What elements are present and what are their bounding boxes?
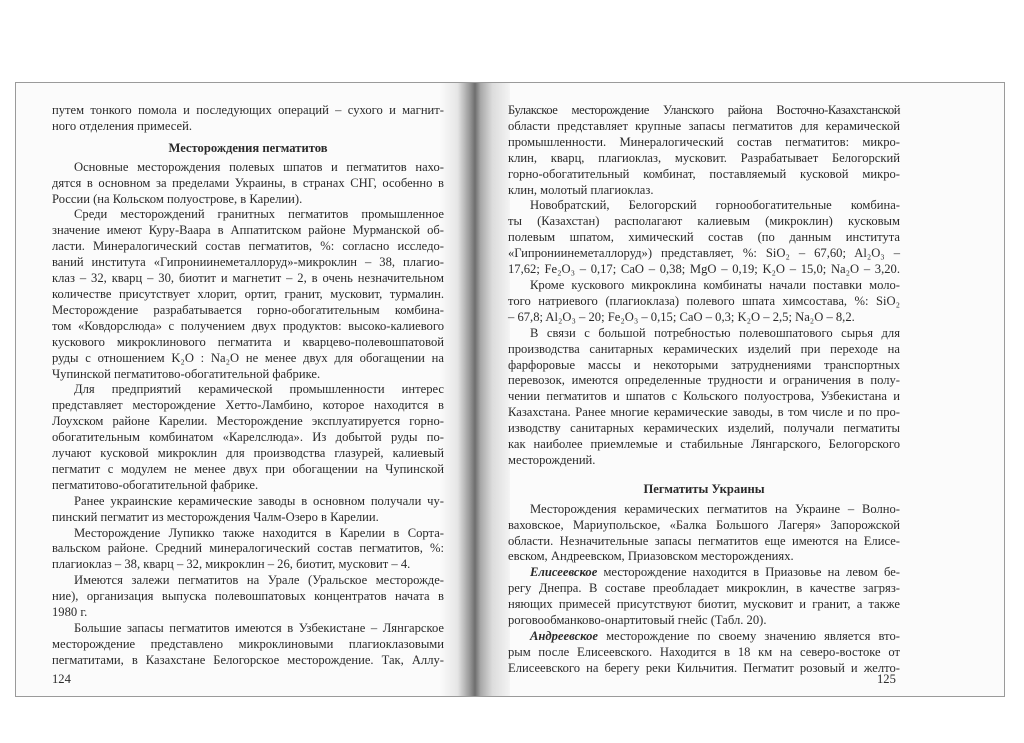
text-line: том «Ковдорслюда» с получением двух продуктов: высоко-калиевого	[52, 318, 444, 333]
text-line: вальском районе. Средний минералогический состав пегматитов, %:	[52, 541, 444, 556]
text-line: полевым шпатом, химический состав (по данным института	[508, 230, 900, 245]
text-line: кускового микроклинового пегматита и кварцево-полевошпатовой	[52, 334, 444, 349]
text-line: 17,62; Fe₂O₃ – 0,17; CaO – 0,38; MgO – 0,19; K₂O – 15,0; Na₂O – 3,20.	[508, 262, 900, 277]
paragraph	[52, 160, 444, 208]
page-number-right: 125	[877, 672, 896, 686]
text-line: няющих примесей присутствуют биотит, мусковит и гранит, а также	[508, 597, 900, 612]
paragraph	[508, 565, 900, 629]
text-line: пегматитами, в Казахстане Белогорское месторождение. Так, Аллу-	[52, 652, 444, 667]
text-line: евском, Андреевском, Приазовском месторождениях.	[508, 549, 794, 564]
text-line: месторождение представлено микроклиновыми плагиоклазовыми	[52, 636, 444, 651]
text-line: «Гипрониинеметаллоруд») представляет, %: SiO₂ – 67,60; Al₂O₃ –	[508, 246, 900, 261]
paragraph	[508, 278, 900, 326]
text-line: дятся в основном за пределами Украины, в странах СНГ, особенно в	[52, 175, 444, 190]
paragraph	[52, 207, 444, 382]
text-line: России (на Кольском полуострове, в Карелии).	[52, 191, 303, 206]
paragraph	[52, 573, 444, 621]
text-line: путем тонкого помола и последующих операций – сухого и магнит-	[52, 103, 444, 117]
section-heading: Месторождения пегматитов	[168, 140, 328, 155]
text-line: Новобратский, Белогорский горнообогатительные комбина-	[530, 198, 900, 213]
deposit-name: Елисеевское	[530, 565, 598, 580]
text-line: фарфоровые массы и некоторыми затруднениями транспортных	[508, 357, 900, 372]
paragraph	[52, 382, 444, 493]
text-line: Месторождение разрабатывается горно-обогатительным комбина-	[52, 302, 444, 317]
text-line: как наиболее приемлемые и стабильные Лянгарского, Белогорского	[508, 437, 900, 452]
paragraph	[52, 621, 444, 669]
text-line	[508, 629, 900, 645]
text-line: – 67,8; Al₂O₃ – 20; Fe₂O₃ – 0,15; CaO – 0,3; K₂O – 2,5; Na₂O – 8,2.	[508, 309, 855, 324]
text-line: обогатительным комбинатом «Карелслюда». Из добытой руды по-	[52, 430, 444, 445]
text-line: пинский пегматит из месторождения Чалм-Озеро в Карелии.	[52, 509, 379, 524]
text-line: В связи с большой потребностью полевошпатового сырья для	[530, 325, 900, 340]
paragraph	[52, 526, 444, 574]
text-line: Казахстана. Ранее многие керамические заводы, в том числе и по про-	[508, 405, 900, 420]
text-line: регу Днепра. В составе преобладает микроклин, в качестве загряз-	[508, 581, 900, 596]
text-line: пегматит с модулем не менее двух при обогащении на Чупинской	[52, 461, 444, 476]
left-page	[52, 103, 444, 669]
text-line: Среди месторождений гранитных пегматитов промышленное	[74, 207, 444, 222]
text-line: Основные месторождения полевых шпатов и пегматитов нахо-	[74, 159, 444, 174]
text-line: представляет месторождение Хетто-Ламбино, которое находится в	[52, 398, 444, 413]
text-line: клин, молотый плагиоклаз.	[508, 182, 654, 197]
right-page	[508, 103, 900, 677]
text-line: промышленности. Минералогический состав пегматитов: микро-	[508, 134, 900, 149]
paragraph	[508, 629, 900, 677]
text-line: Лоухском районе Карелии. Месторождение эксплуатируется горно-	[52, 414, 444, 429]
text-line: роговообманково-онартитовый гнейс (Табл. 20).	[508, 613, 767, 628]
paragraph	[508, 502, 900, 566]
paragraph	[52, 494, 444, 526]
text-line: месторождений.	[508, 452, 596, 467]
text-line: 1980 г.	[52, 605, 88, 620]
text-line: лучают кусковой микроклин для производства глазурей, калиевый	[52, 446, 444, 461]
text-line: клин, кварц, плагиоклаз, мусковит. Разрабатывает Белогорский	[508, 150, 900, 165]
text-line: Булакское месторождение Уланского района Восточно-Казахстанской	[508, 103, 900, 117]
text-line: ного отделения примесей.	[52, 118, 192, 133]
text-line: Для предприятий керамической промышленности интерес	[74, 382, 444, 397]
line-text: месторождение находится в Приазовье на левом бе-	[597, 565, 900, 580]
text-line: рым после Елисеевского. Находится в 18 км на северо-востоке от	[508, 644, 900, 659]
text-line: Большие запасы пегматитов имеются в Узбекистане – Лянгарское	[74, 621, 444, 635]
text-line: пегматитово-обогатительной фабрике.	[52, 477, 259, 492]
text-line	[508, 565, 900, 581]
text-line: количестве присутствует хлорит, ортит, гранит, мусковит, турмалин.	[52, 286, 444, 301]
text-line: Кроме кускового микроклина комбинаты начали поставки моло-	[530, 277, 900, 292]
text-line: чении пегматитов и шпатов с Кольского полуострова, Узбекистана и	[508, 389, 900, 404]
text-line: Чупинской пегматитово-обогатительной фабрике.	[52, 366, 321, 381]
paragraph	[52, 103, 444, 135]
text-line: ты (Казахстан) располагают калиевым (микроклин) кусковым	[508, 214, 900, 229]
paragraph	[508, 198, 900, 278]
text-line: ваний института «Гипрониинеметаллоруд»-микроклин – 38, плагио-	[52, 255, 444, 270]
paragraph	[508, 103, 900, 198]
section-heading: Пегматиты Украины	[643, 481, 765, 496]
paragraph	[508, 326, 900, 469]
text-line: производства санитарных керамических изделий при переходе на	[508, 341, 900, 356]
text-line: руды с отношением K₂O : Na₂O не менее двух для обогащении на	[52, 350, 444, 365]
text-line: Месторождения керамических пегматитов на Украине – Волно-	[530, 501, 900, 516]
text-line: Месторождение Лупикко также находится в Карелии в Сорта-	[74, 525, 444, 540]
text-line: плагиоклаз – 38, кварц – 32, микроклин – 26, биотит, мусковит – 4.	[52, 557, 411, 572]
text-line: горно-обогатительный комбинат, поставляемый кусковой микро-	[508, 166, 900, 181]
text-line: Ранее украинские керамические заводы в основном получали чу-	[74, 493, 444, 508]
text-line: изводству санитарных керамических изделий, получали пегматиты	[508, 421, 900, 436]
book-gutter-shadow	[440, 83, 510, 696]
text-line: значение имеют Куру-Ваара в Аппатитском районе Мурманской об-	[52, 223, 444, 238]
text-line: того натриевого (плагиоклаза) полевого шпата химсостава, %: SiO₂	[508, 293, 900, 308]
text-line: области представляет крупные запасы пегматитов для керамической	[508, 118, 900, 133]
text-line: Елисеевского на берегу реки Кильчития. Пегматит розовый и желто-	[508, 660, 900, 675]
text-line: области. Незначительные запасы пегматитов еще имеются на Елисе-	[508, 533, 900, 548]
text-line: клаз – 32, кварц – 30, биотит и магнетит – 2, в очень незначительном	[52, 271, 444, 286]
deposit-name: Андреевское	[530, 629, 598, 643]
text-line: ние), организация выпуска полевошпатовых концентратов начата в	[52, 589, 444, 604]
text-line: Имеются залежи пегматитов на Урале (Уральское месторожде-	[74, 573, 444, 588]
line-text: месторождение по своему значению является вто-	[597, 629, 900, 643]
text-line: ласти. Минералогический состав пегматитов, %: согласно исследо-	[52, 239, 444, 254]
text-line: перевозок, имеются определенные трудности и ограничения в полу-	[508, 373, 900, 388]
text-line: ваховское, Мариупольское, «Балка Большого Лагеря» Запорожской	[508, 517, 900, 532]
page-number-left: 124	[52, 672, 71, 686]
